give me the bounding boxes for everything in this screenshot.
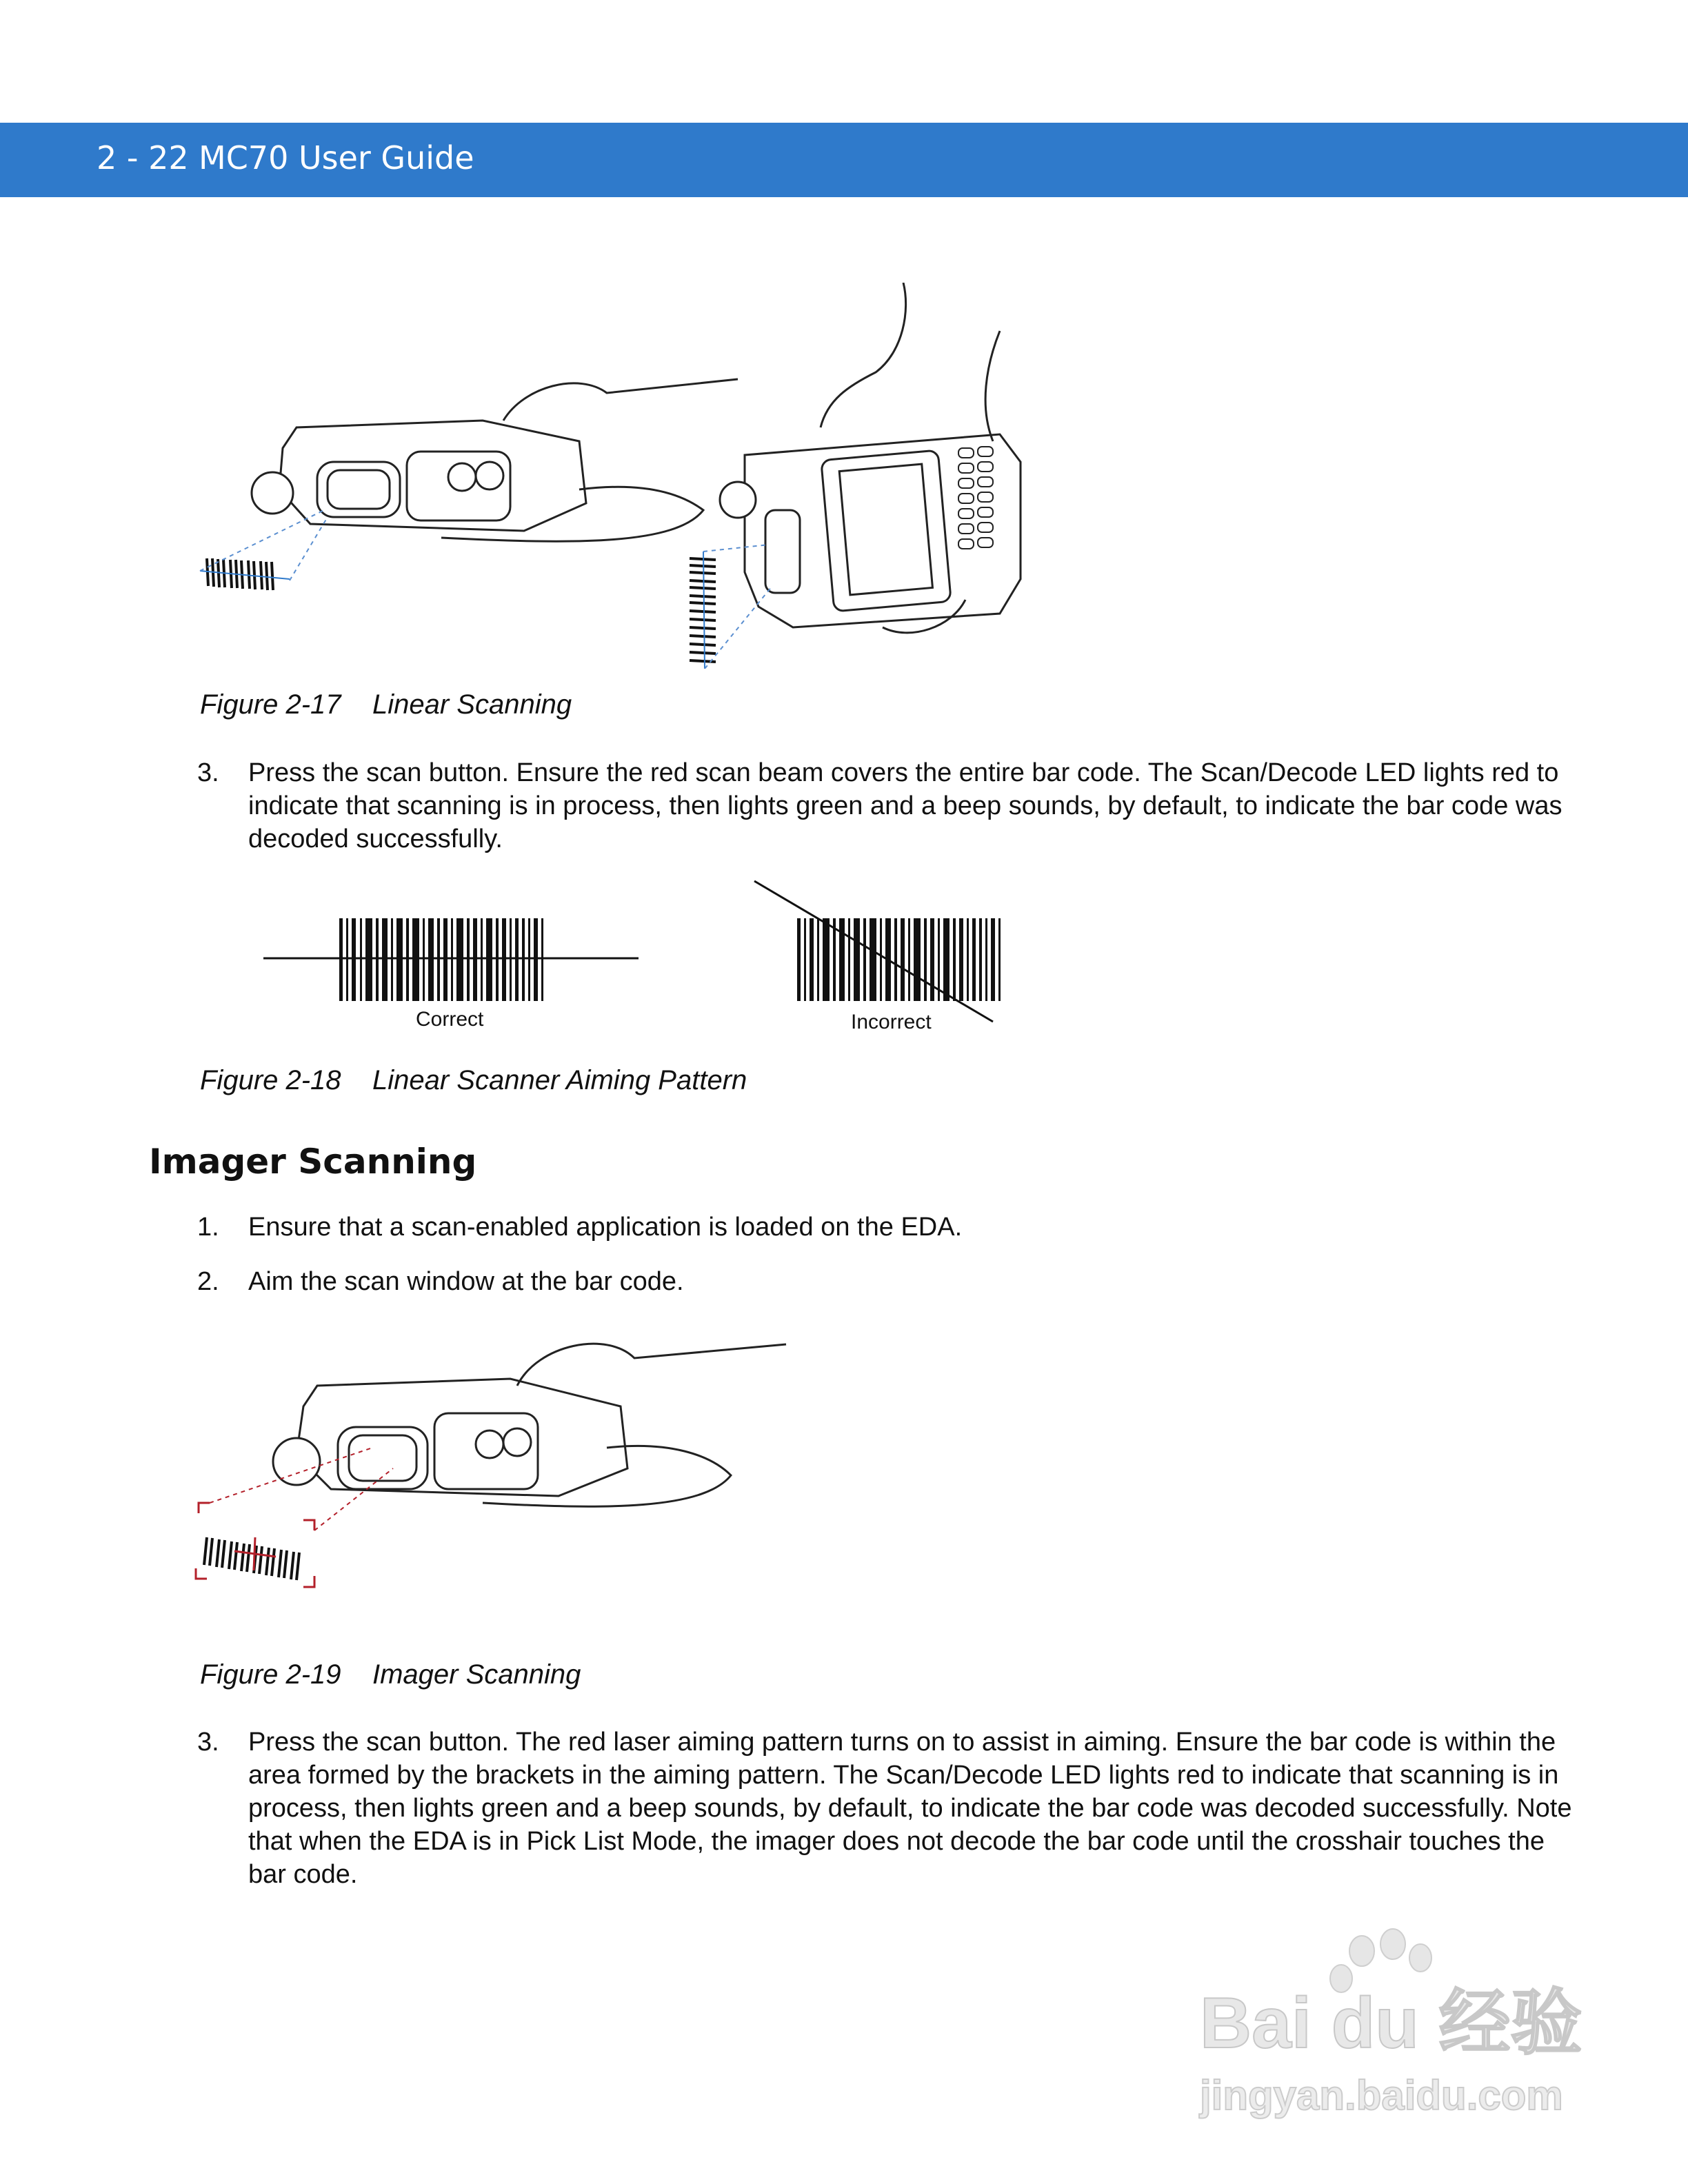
imager-step-1 xyxy=(197,1211,1583,1244)
figure-2-19-caption xyxy=(200,1659,581,1690)
imager-step-2 xyxy=(197,1265,1583,1298)
imager-step-3 xyxy=(197,1726,1583,1891)
figure-title: Imager Scanning xyxy=(372,1659,581,1690)
step-text: Aim the scan window at the bar code. xyxy=(248,1267,684,1296)
imager-scanning-illustration xyxy=(193,1331,800,1641)
imager-scanning-heading: Imager Scanning xyxy=(149,1142,477,1182)
figure-number: Figure 2-17 xyxy=(200,689,341,720)
figure-2-17-caption xyxy=(200,689,572,720)
step-text: Press the scan button. The red laser aiming pattern turns on to assist in aiming. Ensure the bar code is within the area formed by the brackets in the aiming pattern. The Scan/Decode LED lights red to indicate that scanning is in process, then lights green and a beep sounds, by default, to indicate the bar code was decoded successfully. Note that when the EDA is in Pick List Mode, the imager does not decode the bar code until the crosshair touches the bar code. xyxy=(248,1728,1572,1889)
figure-number: Figure 2-19 xyxy=(200,1659,341,1690)
baidu-watermark xyxy=(1193,1923,1593,2130)
watermark-url: jingyan.baidu.com xyxy=(1200,2072,1563,2119)
figure-number: Figure 2-18 xyxy=(200,1065,341,1095)
page-header xyxy=(0,123,1688,197)
figure-2-18-caption xyxy=(200,1065,747,1096)
correct-label: Correct xyxy=(416,1008,484,1031)
incorrect-label: Incorrect xyxy=(851,1011,932,1033)
figure-title: Linear Scanning xyxy=(372,689,572,720)
linear-scanning-illustration xyxy=(193,283,1048,669)
step-number: 1. xyxy=(197,1213,219,1242)
step-number: 3. xyxy=(197,1728,219,1757)
document-title: MC70 User Guide xyxy=(199,139,474,176)
linear-step-3 xyxy=(197,756,1583,856)
watermark-brand: Bai du 经验 xyxy=(1200,1983,1582,2063)
step-number: 3. xyxy=(197,758,219,787)
page-number: 2 - 22 xyxy=(97,139,189,176)
figure-title: Linear Scanner Aiming Pattern xyxy=(372,1065,747,1095)
step-text: Press the scan button. Ensure the red scan beam covers the entire bar code. The Scan/Decode LED lights red to indicate that scanning is in process, then lights green and a beep sounds, by default, to indicate the bar code was decoded successfully. xyxy=(248,758,1563,853)
step-number: 2. xyxy=(197,1267,219,1296)
step-text: Ensure that a scan-enabled application is loaded on the EDA. xyxy=(248,1213,963,1242)
correct-barcode xyxy=(339,918,543,1001)
imager-target-barcode xyxy=(204,1537,299,1580)
incorrect-barcode xyxy=(797,918,1001,1001)
